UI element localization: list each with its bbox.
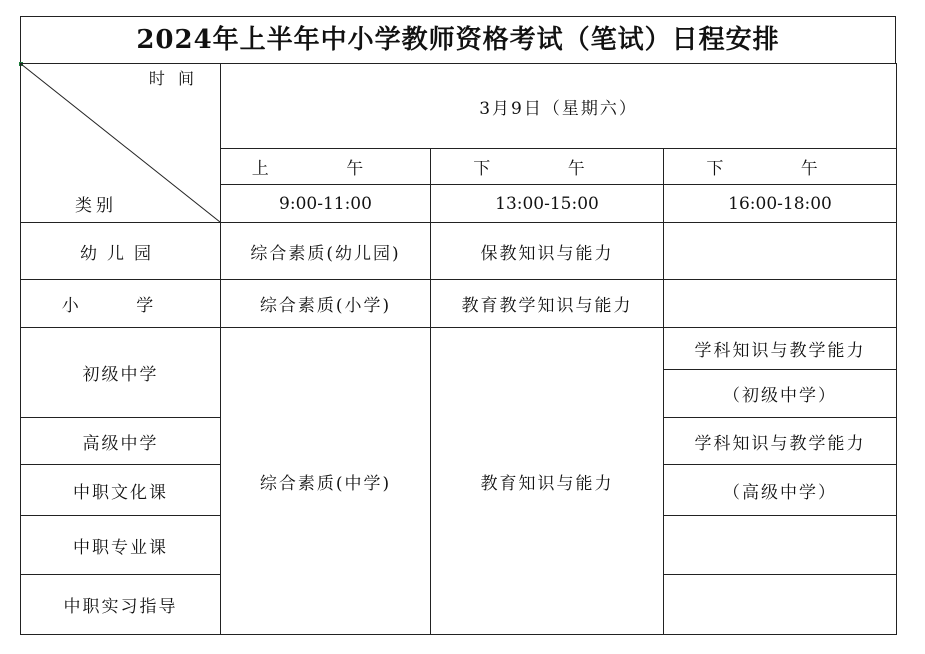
session-time-2: 13:00-15:00 xyxy=(431,185,664,223)
primary-subject-2: 教育教学知识与能力 xyxy=(431,280,664,328)
primary-subject-1: 综合素质(小学) xyxy=(221,280,431,328)
category-voc-practice: 中职实习指导 xyxy=(21,575,221,635)
page-title: 2024年上半年中小学教师资格考试（笔试）日程安排 xyxy=(20,16,896,64)
session-label-1: 上 午 xyxy=(221,149,431,185)
category-senior: 高级中学 xyxy=(21,418,221,465)
senior-subject-3-line1: 学科知识与教学能力 xyxy=(664,418,897,465)
category-voc-major: 中职专业课 xyxy=(21,516,221,575)
schedule-table xyxy=(20,63,897,635)
session-time-3: 16:00-18:00 xyxy=(664,185,897,223)
session-time-1: 9:00-11:00 xyxy=(221,185,431,223)
kindergarten-subject-3 xyxy=(664,223,897,280)
category-voc-culture: 中职文化课 xyxy=(21,465,221,516)
senior-subject-3-line2: （高级中学） xyxy=(664,465,897,516)
kindergarten-subject-1: 综合素质(幼儿园) xyxy=(221,223,431,280)
junior-subject-3-line1: 学科知识与教学能力 xyxy=(664,328,897,370)
exam-date: 3月9日（星期六） xyxy=(221,64,897,149)
category-primary: 小 学 xyxy=(21,280,221,328)
session-label-2: 下 午 xyxy=(431,149,664,185)
kindergarten-subject-2: 保教知识与能力 xyxy=(431,223,664,280)
category-header-label: 类别 xyxy=(75,196,117,216)
corner-header-cell xyxy=(21,64,221,223)
middle-subject-2: 教育知识与能力 xyxy=(431,328,664,635)
junior-subject-3-line2: （初级中学） xyxy=(664,370,897,418)
time-header-label: 时 间 xyxy=(148,69,198,88)
voc-practice-subject-3 xyxy=(664,575,897,635)
middle-subject-1: 综合素质(中学) xyxy=(221,328,431,635)
category-kindergarten: 幼儿园 xyxy=(21,223,221,280)
voc-major-subject-3 xyxy=(664,516,897,575)
primary-subject-3 xyxy=(664,280,897,328)
category-junior: 初级中学 xyxy=(21,328,221,418)
session-label-3: 下 午 xyxy=(664,149,897,185)
